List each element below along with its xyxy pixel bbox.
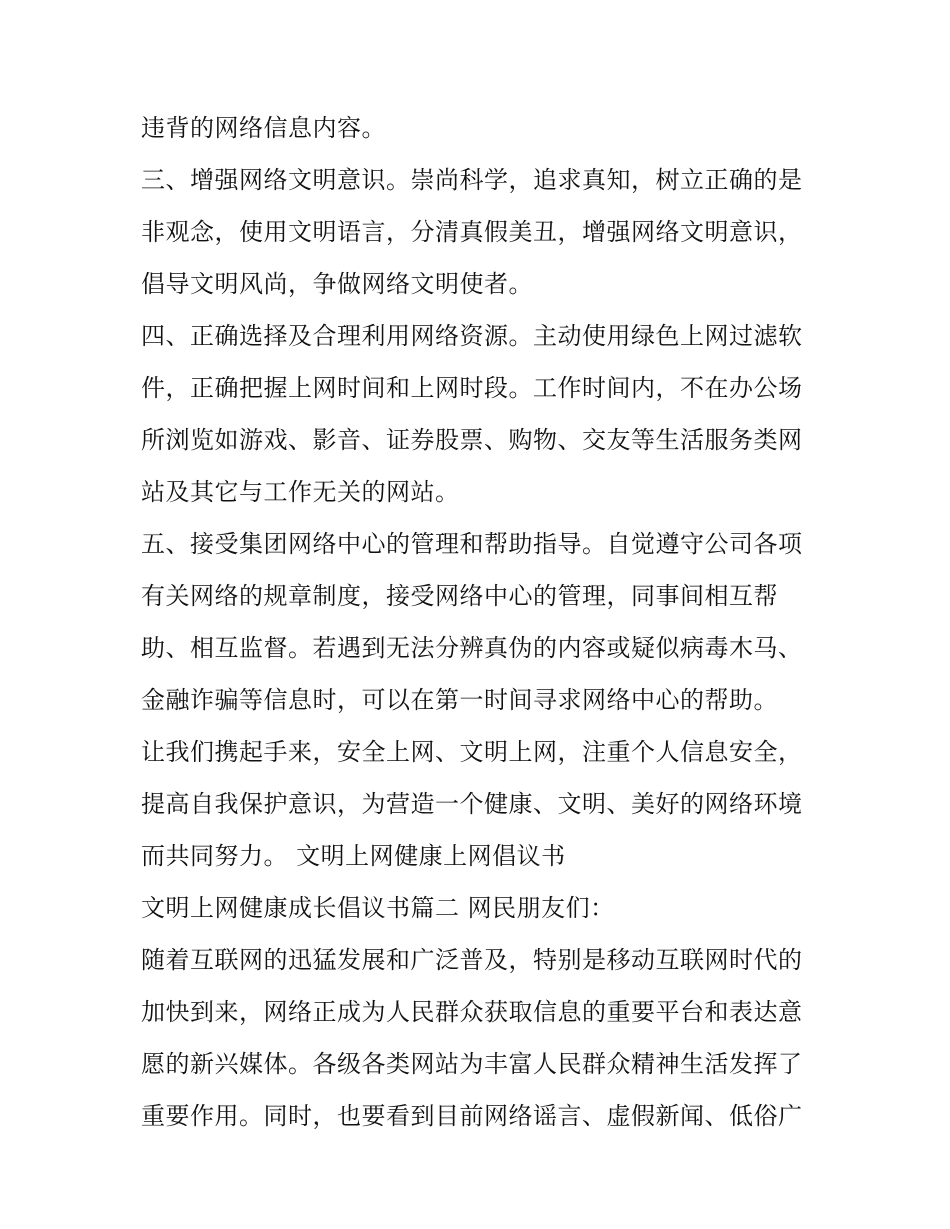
text-line: 随着互联网的迅猛发展和广泛普及，特别是移动互联网时代的 — [141, 946, 803, 974]
document-body — [141, 108, 821, 1148]
text-line: 四、正确选择及合理利用网络资源。主动使用绿色上网过滤软 — [141, 322, 803, 350]
text-line: 有关网络的规章制度，接受网络中心的管理，同事间相互帮 — [141, 582, 778, 610]
text-line: 文明上网健康成长倡议书篇二 网民朋友们： — [141, 894, 615, 922]
text-line: 提高自我保护意识，为营造一个健康、文明、美好的网络环境 — [141, 790, 803, 818]
text-line: 违背的网络信息内容。 — [141, 114, 386, 142]
text-line: 加快到来，网络正成为人民群众获取信息的重要平台和表达意 — [141, 998, 803, 1026]
text-line: 重要作用。同时，也要看到目前网络谣言、虚假新闻、低俗广 — [141, 1102, 803, 1130]
text-line: 愿的新兴媒体。各级各类网站为丰富人民群众精神生活发挥了 — [141, 1050, 803, 1078]
text-line: 站及其它与工作无关的网站。 — [141, 478, 460, 506]
text-line: 倡导文明风尚，争做网络文明使者。 — [141, 270, 533, 298]
text-line: 让我们携起手来，安全上网、文明上网，注重个人信息安全， — [141, 738, 803, 766]
text-line: 三、增强网络文明意识。崇尚科学，追求真知，树立正确的是 — [141, 166, 803, 194]
text-line: 助、相互监督。若遇到无法分辨真伪的内容或疑似病毒木马、 — [141, 634, 803, 662]
text-line: 件，正确把握上网时间和上网时段。工作时间内，不在办公场 — [141, 374, 803, 402]
text-line: 所浏览如游戏、影音、证券股票、购物、交友等生活服务类网 — [141, 426, 803, 454]
text-line: 五、接受集团网络中心的管理和帮助指导。自觉遵守公司各项 — [141, 530, 803, 558]
text-line: 金融诈骗等信息时，可以在第一时间寻求网络中心的帮助。 — [141, 686, 778, 714]
text-line: 而共同努力。 文明上网健康上网倡议书 — [141, 842, 566, 870]
text-line: 非观念，使用文明语言，分清真假美丑，增强网络文明意识， — [141, 218, 803, 246]
